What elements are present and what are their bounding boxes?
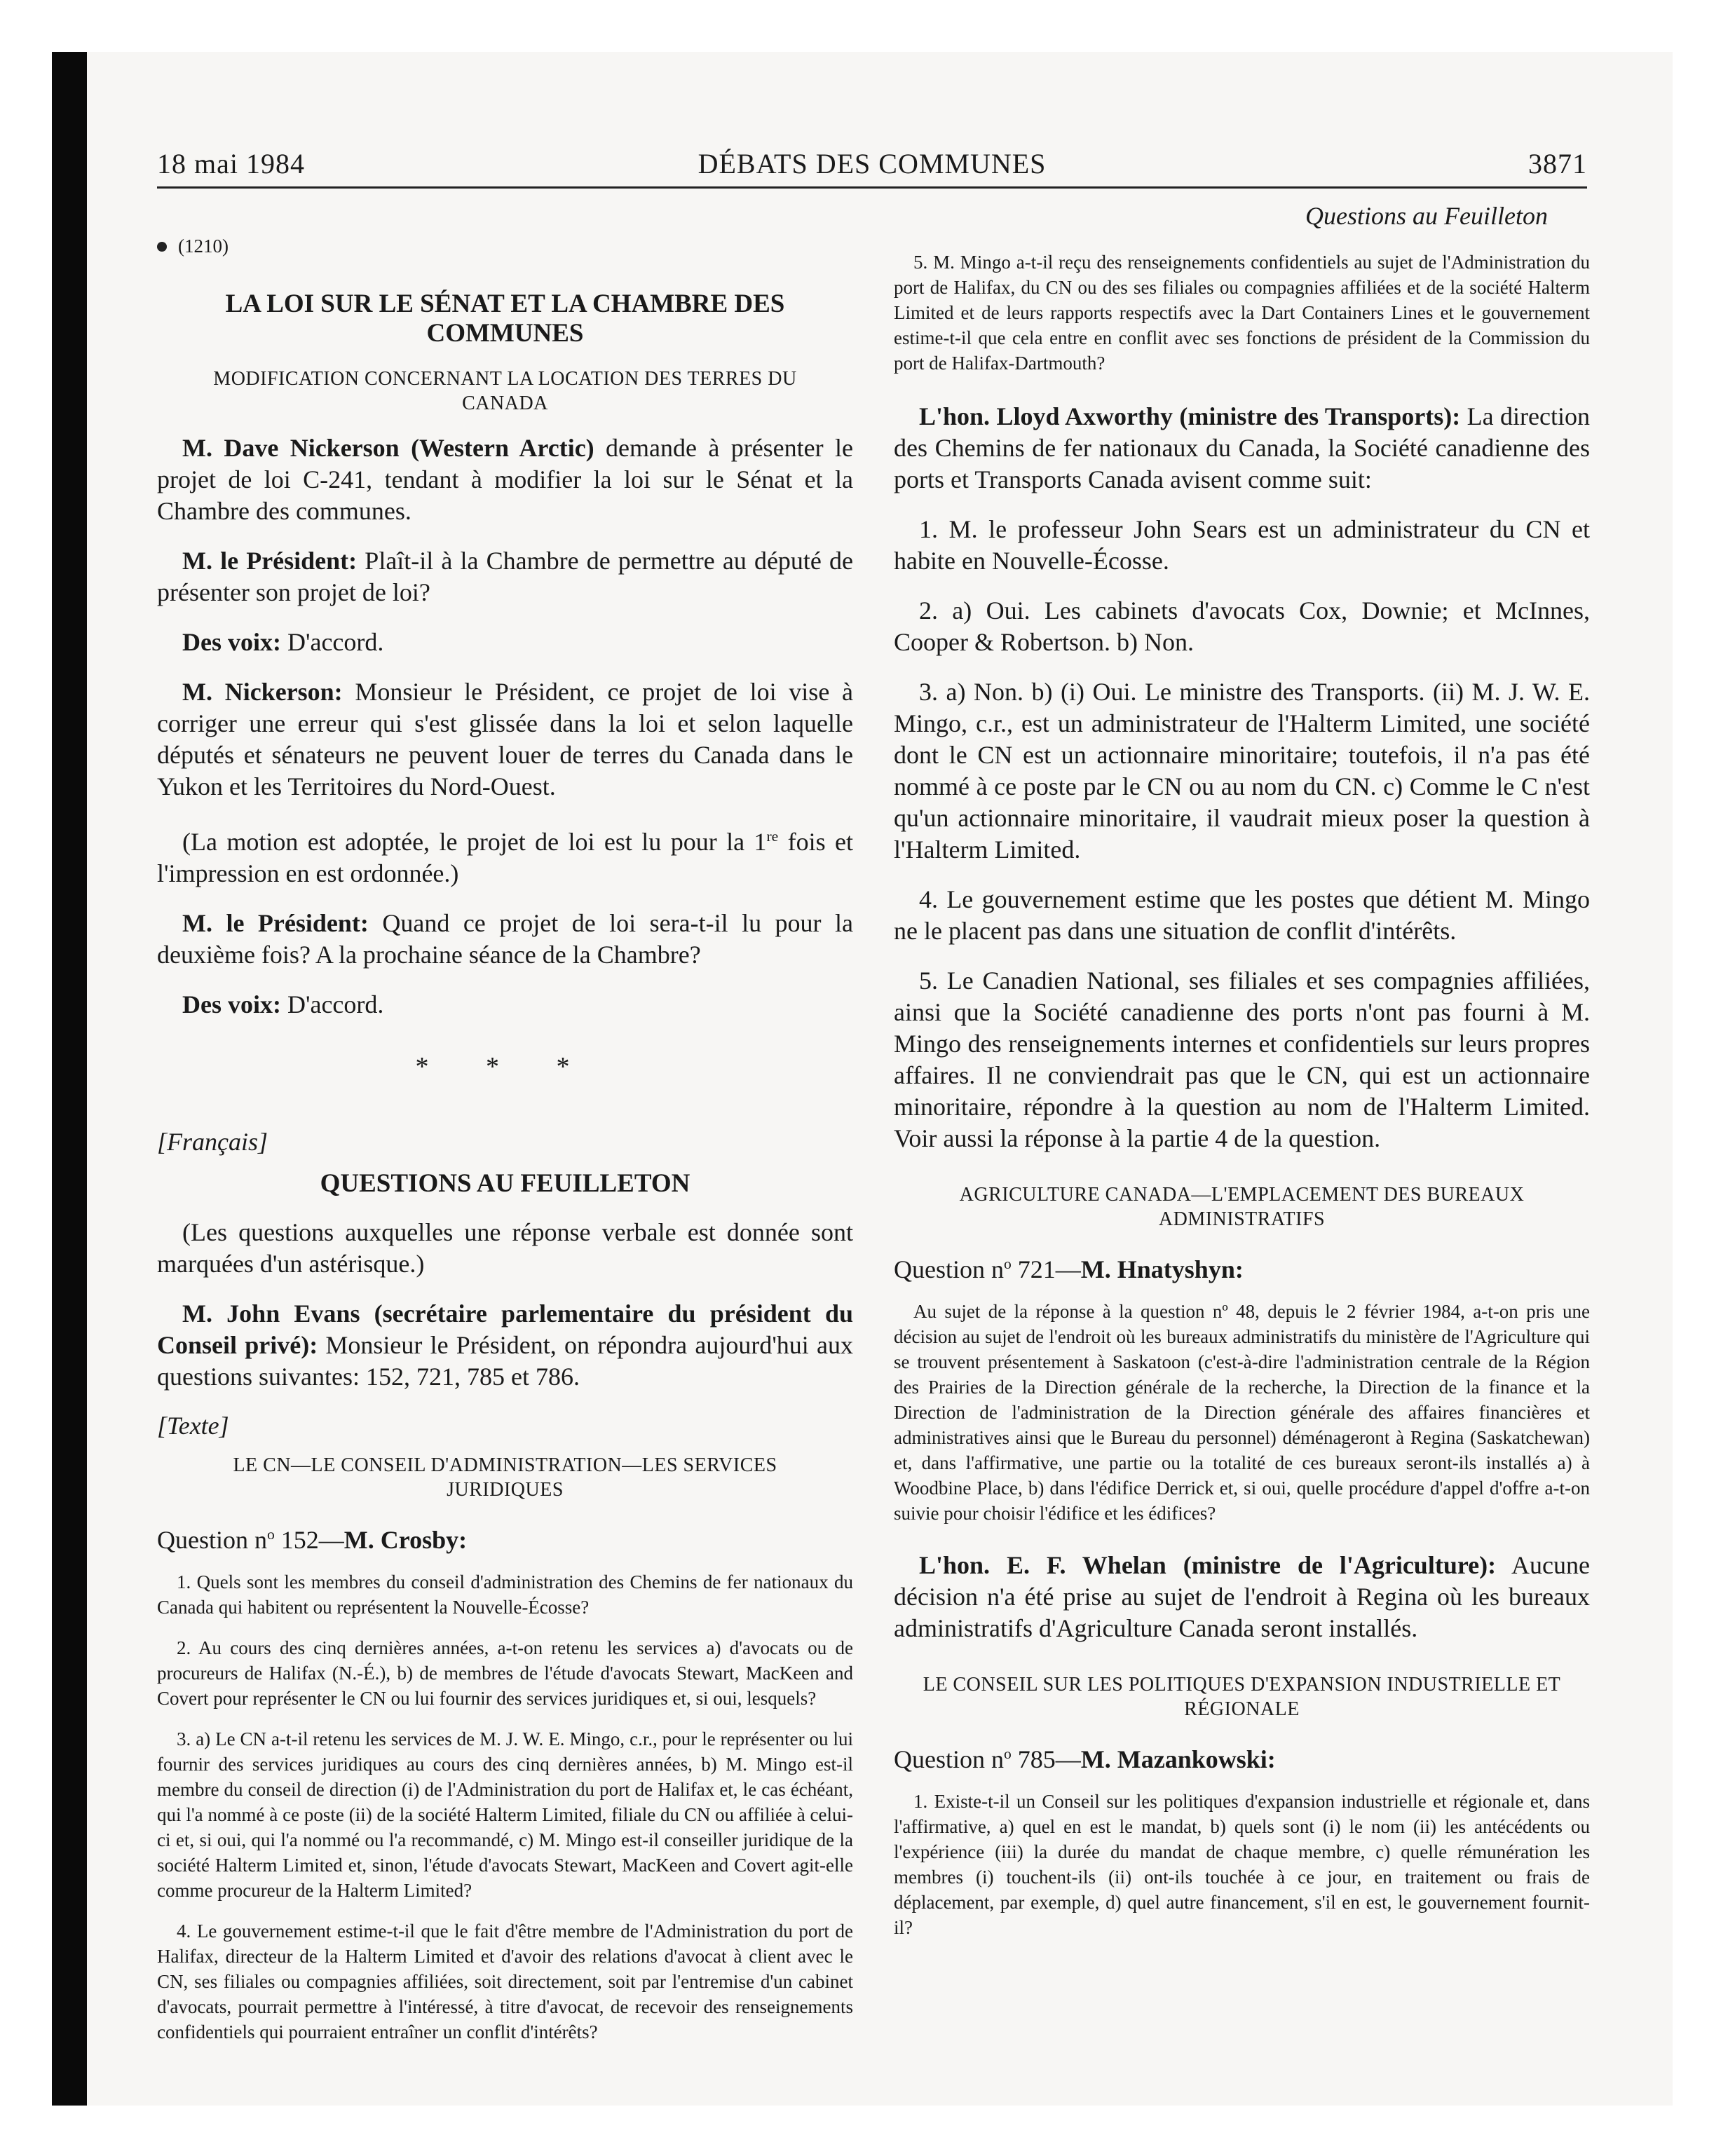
speech: Plaît-il à la Chambre de permettre au député de présenter son projet de loi? xyxy=(157,547,853,606)
language-tag: [Français] xyxy=(157,1128,268,1156)
paragraph xyxy=(894,1550,1590,1644)
scan-edge xyxy=(52,52,87,2106)
speech: Aucune décision n'a été prise au sujet de l'endroit à Regina où les bureaux administratifs d'Agriculture Canada seront installés. xyxy=(894,1551,1590,1642)
speech: demande à présenter le projet de loi C-241, tendant à modifier la loi sur le Sénat et la Chambre des communes. xyxy=(157,434,853,525)
question-label: Question n xyxy=(894,1745,1004,1773)
speech: La direction des Chemins de fer nationaux du Canada, la Société canadienne des ports et Transports Canada avisent comme suit: xyxy=(894,402,1590,493)
speech: Monsieur le Président, on répondra aujourd'hui aux questions suivantes: 152, 721, 785 et 786. xyxy=(157,1331,853,1391)
question-heading xyxy=(894,1248,1590,1285)
question-label: Question n xyxy=(157,1526,267,1554)
speech: Monsieur le Président, ce projet de loi vise à corriger une erreur qui s'est glissée dans la loi et selon laquelle députés et sénateurs ne peuvent louer de terres du Canada dans le Yukon et les Territoires du Nord-Ouest. xyxy=(157,678,853,800)
question-subject: AGRICULTURE CANADA—L'EMPLACEMENT DES BUREAUX ADMINISTRATIFS xyxy=(959,1184,1525,1230)
question-member: M. Crosby: xyxy=(343,1526,468,1554)
question-text: 1. Existe-t-il un Conseil sur les politiques d'expansion industrielle et régionale et, dans l'affirmative, a) quel en est le mandat, b) quels sont (i) le nom (ii) les antécédents ou l'expérience (iii) la durée du mandat de chaque membre, c) quelle rémunération les membres (i) touchent-ils (ii) ont-ils touchée à ce jour, en traitement ou frais de déplacement, par exemple, d) quel autre financement, s'il en est, le gouvernement fournit-il? xyxy=(894,1791,1590,1938)
question-text: 4. Le gouvernement estime-t-il que le fait d'être membre de l'Administration du port de Halifax, directeur de la Halterm Limited et d'avoir des relations d'avocat à client avec le CN, ses filiales ou compagnies affiliées, soit directement, soit par l'entremise d'un cabinet d'avocats, pourrait permettre à l'intéressé, à titre d'avocat, de recevoir des renseignements confidentiels qui pourraient entraîner un conflit d'intérêts? xyxy=(157,1920,853,2042)
bill-subtitle: MODIFICATION CONCERNANT LA LOCATION DES TERRES DU CANADA xyxy=(213,368,797,414)
question-subject: LE CONSEIL SUR LES POLITIQUES D'EXPANSION INDUSTRIELLE ET RÉGIONALE xyxy=(923,1674,1561,1720)
question-member: M. Hnatyshyn: xyxy=(1080,1255,1244,1283)
header-title: DÉBATS DES COMMUNES xyxy=(698,148,1047,179)
speaker: Des voix: xyxy=(182,628,281,656)
speaker: L'hon. Lloyd Axworthy (ministre des Transports): xyxy=(919,402,1461,430)
bill-title: LA LOI SUR LE SÉNAT ET LA CHAMBRE DES COMMUNES xyxy=(225,289,785,348)
speaker: M. le Président: xyxy=(182,909,369,937)
left-column xyxy=(157,202,853,2060)
question-text: Au sujet de la réponse à la question nº 48, depuis le 2 février 1984, a-t-on pris une décision au sujet de l'endroit où les bureaux administratifs du ministère de l'Agriculture qui se trouvent présentement à Saskatoon (c'est-à-dire l'administration centrale de la Région des Prairies de la Direction générale de la recherche, la Direction de la finance et la Direction de l'administration de la Direction générale des affaires financières et administratives ainsi que le Bureau du personnel) déménageront à Regina (Saskatchewan) et, dans l'affirmative, une partie ou la totalité de ces bureaux seront-ils installés a) à Woodbine Place, b) dans l'édifice Derrick et, si oui, quelle procédure d'appel d'offre a-t-on suivie pour choisir l'édifice et les édifices? xyxy=(894,1301,1590,1524)
answer: 4. Le gouvernement estime que les postes que détient M. Mingo ne le placent pas dans une situation de conflit d'intérêts. xyxy=(894,885,1590,945)
speech: D'accord. xyxy=(280,628,384,656)
header-date: 18 mai 1984 xyxy=(157,148,305,179)
speaker: M. Nickerson: xyxy=(182,678,343,706)
superscript: re xyxy=(766,828,779,845)
speech: Quand ce projet de loi sera-t-il lu pour la deuxième fois? A la prochaine séance de la Chambre? xyxy=(157,909,854,969)
bullet-icon xyxy=(157,242,167,252)
paragraph xyxy=(894,401,1590,496)
motion-text: (La motion est adoptée, le projet de loi est lu pour la 1 xyxy=(182,828,767,856)
speaker: M. John Evans (secrétaire parlementaire du président du Conseil privé): xyxy=(157,1299,853,1359)
superscript: o xyxy=(1004,1745,1012,1762)
paragraph xyxy=(157,908,853,971)
question-heading xyxy=(157,1519,853,1555)
superscript: o xyxy=(267,1526,275,1543)
motion-text: fois et l'impression en est ordonnée.) xyxy=(157,828,853,887)
answer: 1. M. le professeur John Sears est un administrateur du CN et habite en Nouvelle-Écosse. xyxy=(894,515,1590,575)
answer: 5. Le Canadien National, ses filiales et ses compagnies affiliées, ainsi que la Société canadienne des ports n'ont pas fourni à M. Mingo des renseignements internes et confidentiels sur leurs propres affaires. Il ne conviendrait pas que le CN, qui est un actionnaire minoritaire, répondre à la question au nom de l'Halterm Limited. Voir aussi la réponse à la partie 4 de la question. xyxy=(894,967,1590,1152)
question-number: 785— xyxy=(1011,1745,1081,1773)
paragraph: (Les questions auxquelles une réponse verbale est donnée sont marquées d'un astérisque.) xyxy=(157,1218,853,1278)
question-text: 5. M. Mingo a-t-il reçu des renseignements confidentiels au sujet de l'Administration du port de Halifax, du CN ou des ses filiales ou compagnies affiliées et de la société Halterm Limited et de leurs rapports respectifs avec la Dart Containers Lines et le gouvernement estime-t-il que cela entre en conflit avec ses fonctions de président de la Commission du port de Halifax-Dartmouth? xyxy=(894,252,1590,374)
questions-title: QUESTIONS AU FEUILLETON xyxy=(320,1169,690,1198)
paragraph xyxy=(157,627,853,658)
speech: D'accord. xyxy=(280,990,384,1018)
question-number: 152— xyxy=(274,1526,344,1554)
question-subject: LE CN—LE CONSEIL D'ADMINISTRATION—LES SERVICES JURIDIQUES xyxy=(233,1454,777,1501)
page-header xyxy=(157,147,1587,189)
running-head: Questions au Feuilleton xyxy=(1305,202,1548,230)
paragraph xyxy=(157,676,853,803)
answer: 3. a) Non. b) (i) Oui. Le ministre des Transports. (ii) M. J. W. E. Mingo, c.r., est un administrateur de l'Halterm Limited, une société dont le CN est un actionnaire minoritaire; toutefois, il n'a pas été nommé à ce poste par le CN ou au nom du CN. c) Comme le C n'est qu'un actionnaire minoritaire, il vaudrait mieux poser la question à l'Halterm Limited. xyxy=(894,678,1590,864)
section-divider: * * * xyxy=(415,1052,595,1082)
question-text: 3. a) Le CN a-t-il retenu les services de M. J. W. E. Mingo, c.r., pour le représenter ou lui fournir des services juridiques au cours des cinq dernières années, b) M. Mingo est-il membre du conseil de direction (i) de l'Administration du port de Halifax et, le cas échéant, qui l'a nommé à ce poste (ii) de la société Halterm Limited, filiale du CN ou affiliée à celui-ci et, si oui, qui l'a nommé ou l'a recommandé, c) M. Mingo est-il conseiller juridique de la société Halterm Limited et, sinon, l'étude d'avocats Stewart, MacKeen and Covert agit-elle comme procureur de la Halterm Limited? xyxy=(157,1728,853,1901)
speaker: L'hon. E. F. Whelan (ministre de l'Agriculture): xyxy=(919,1551,1497,1579)
question-label: Question n xyxy=(894,1255,1004,1283)
header-page-number: 3871 xyxy=(1528,148,1587,179)
time-label: (1210) xyxy=(178,236,229,257)
paragraph xyxy=(157,1298,853,1393)
question-number: 721— xyxy=(1011,1255,1081,1283)
paragraph xyxy=(157,432,853,527)
text-tag: [Texte] xyxy=(157,1412,229,1440)
speaker: M. le Président: xyxy=(182,547,358,575)
question-heading xyxy=(894,1738,1590,1775)
speaker: M. Dave Nickerson (Western Arctic) xyxy=(182,434,594,462)
time-marker xyxy=(157,236,853,257)
paragraph xyxy=(157,989,853,1021)
paragraph xyxy=(157,545,853,608)
right-column xyxy=(894,202,1590,1956)
answer: 2. a) Oui. Les cabinets d'avocats Cox, Downie; et McInnes, Cooper & Robertson. b) Non. xyxy=(894,596,1590,656)
question-member: M. Mazankowski: xyxy=(1080,1745,1276,1773)
superscript: o xyxy=(1004,1255,1012,1272)
question-text: 1. Quels sont les membres du conseil d'administration des Chemins de fer nationaux du Canada qui habitent ou représentent la Nouvelle-Écosse? xyxy=(157,1571,853,1618)
motion-note xyxy=(157,821,853,889)
question-text: 2. Au cours des cinq dernières années, a-t-on retenu les services a) d'avocats ou de procureurs de Halifax (N.-É.), b) de membres de l'étude d'avocats Stewart, MacKeen and Covert pour représenter le CN ou lui fournir des services juridiques et, si oui, lesquels? xyxy=(157,1637,853,1709)
speaker: Des voix: xyxy=(182,990,281,1018)
